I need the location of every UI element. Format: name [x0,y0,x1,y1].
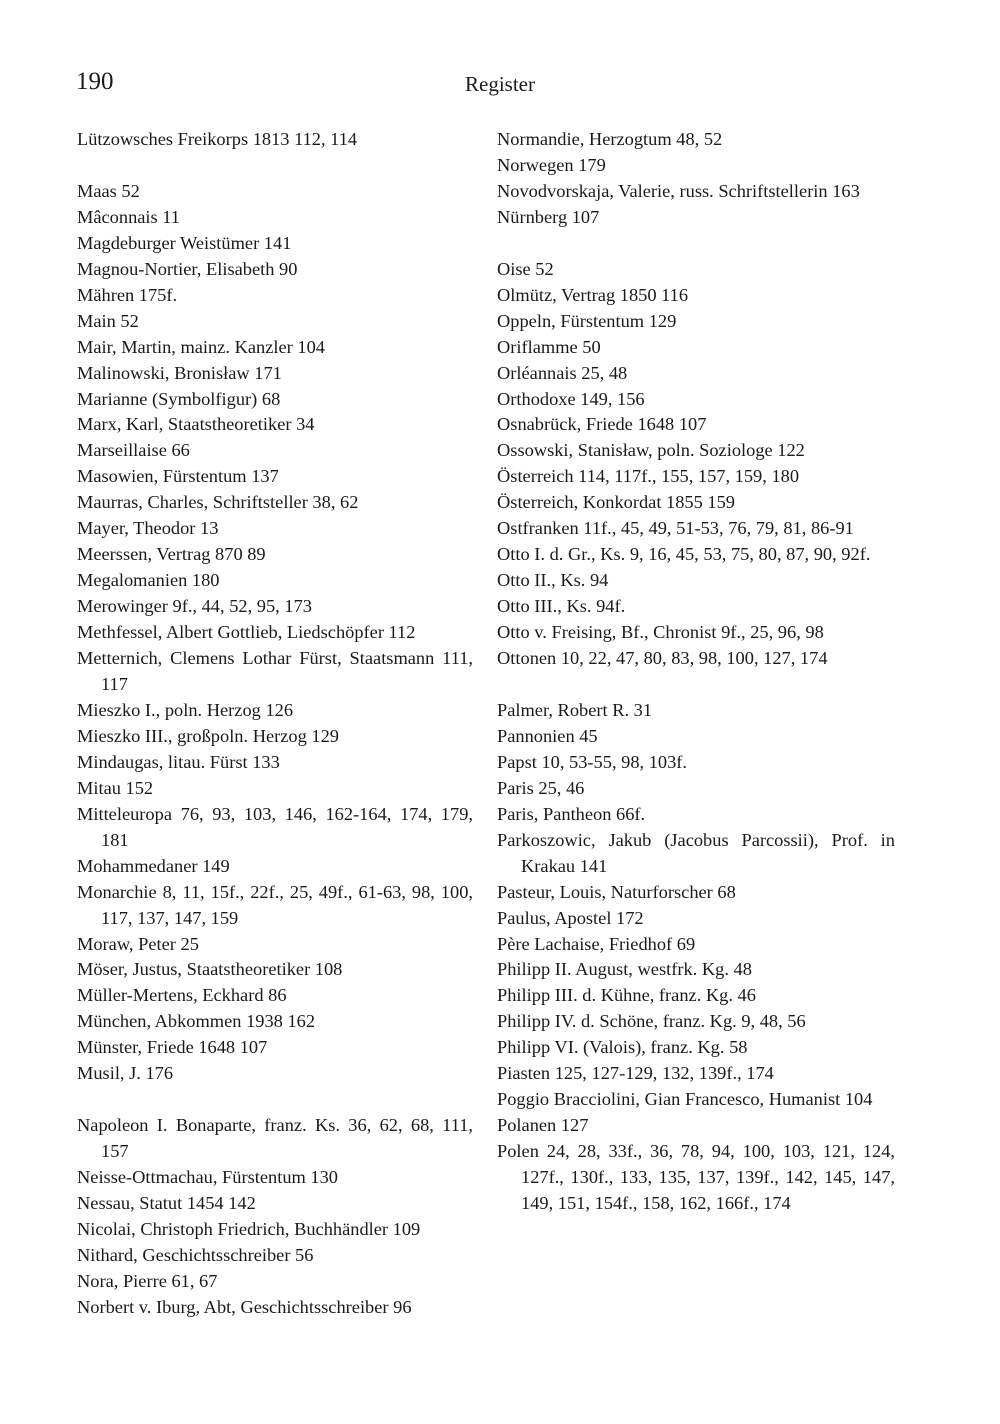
index-entry: Nithard, Geschichtsschreiber 56 [77,1244,314,1265]
index-entry: Maas 52 [77,180,140,201]
index-entry: Malinowski, Bronisław 171 [77,362,282,383]
index-entry: Ostfranken 11f., 45, 49, 51-53, 76, 79, 81, 86-91 [497,518,854,539]
index-entry: Philipp VI. (Valois), franz. Kg. 58 [497,1037,748,1058]
index-entry: Österreich, Konkordat 1855 159 [497,492,736,513]
running-head: Register [465,72,535,96]
index-entry: Meerssen, Vertrag 870 89 [77,544,266,565]
index-entry: Philipp II. August, westfrk. Kg. 48 [497,959,752,980]
index-entry: Ossowski, Stanisław, poln. Soziologe 122 [497,440,805,461]
index-entry: Paulus, Apostel 172 [497,907,644,928]
index-entry: Parkoszowic, Jakub (Jacobus Parcossii), Prof. in Krakau 141 [497,829,895,876]
index-entry: Mähren 175f. [77,284,178,305]
index-entry: Père Lachaise, Friedhof 69 [497,933,696,954]
index-entry: Mieszko I., poln. Herzog 126 [77,699,294,720]
index-entry: Mieszko III., großpoln. Herzog 129 [77,725,340,746]
index-entry: Mindaugas, litau. Fürst 133 [77,751,280,772]
index-entry: Otto I. d. Gr., Ks. 9, 16, 45, 53, 75, 80, 87, 90, 92f. [497,544,871,565]
index-entry: Poggio Bracciolini, Gian Francesco, Humanist 104 [497,1089,873,1110]
index-entry: Papst 10, 53-55, 98, 103f. [497,751,688,772]
index-entry: Megalomanien 180 [77,570,220,591]
index-entry: Nürnberg 107 [497,206,600,227]
index-entry: Nicolai, Christoph Friedrich, Buchhändler 109 [77,1219,421,1239]
page-number: 190 [76,68,114,95]
index-entry: Oise 52 [497,258,554,279]
index-entry: Norbert v. Iburg, Abt, Geschichtsschreiber 96 [77,1296,412,1317]
index-entry: Magdeburger Weistümer 141 [77,232,292,253]
index-entry: Nessau, Statut 1454 142 [77,1193,256,1214]
index-entry: Mohammedaner 149 [77,855,230,876]
index-entry: Merowinger 9f., 44, 52, 95, 173 [77,596,312,617]
index-entry: Mayer, Theodor 13 [77,518,219,539]
index-entry: Main 52 [77,310,139,331]
index-entry: Musil, J. 176 [77,1063,174,1084]
index-entry: Möser, Justus, Staatstheoretiker 108 [77,959,343,980]
index-entry: Pannonien 45 [497,725,598,746]
index-entry: Maurras, Charles, Schriftsteller 38, 62 [77,492,359,513]
index-entry: Marianne (Symbolfigur) 68 [77,388,281,409]
index-entry: Mitau 152 [77,777,154,798]
index-entry: Neisse-Ottmachau, Fürstentum 130 [77,1167,338,1188]
index-entry: Österreich 114, 117f., 155, 157, 159, 180 [497,466,800,487]
index-entry: Lützowsches Freikorps 1813 112, 114 [77,129,358,149]
index-entry: Ottonen 10, 22, 47, 80, 83, 98, 100, 127, 174 [497,648,828,669]
index-entry: Otto v. Freising, Bf., Chronist 9f., 25, 96, 98 [497,622,824,643]
index-entry: Paris, Pantheon 66f. [497,803,646,824]
index-entry: Osnabrück, Friede 1648 107 [497,414,707,435]
index-entry: Paris 25, 46 [497,777,585,798]
index-entry: Palmer, Robert R. 31 [497,699,653,720]
index-entry: Pasteur, Louis, Naturforscher 68 [497,881,736,902]
index-entry: Müller-Mertens, Eckhard 86 [77,985,287,1006]
index-entry: Otto II., Ks. 94 [497,570,609,591]
index-entry: Metternich, Clemens Lothar Fürst, Staatsmann 111, 117 [77,648,473,694]
index-entry: Olmütz, Vertrag 1850 116 [497,284,689,305]
index-entry: Oppeln, Fürstentum 129 [497,310,677,331]
index-entry: Otto III., Ks. 94f. [497,596,626,617]
index-entry: Polanen 127 [497,1115,589,1136]
index-column-left [77,127,473,1321]
index-entry: Magnou-Nortier, Elisabeth 90 [77,258,298,279]
index-entry: Monarchie 8, 11, 15f., 22f., 25, 49f., 61-63, 98, 100, 117, 137, 147, 159 [77,881,473,928]
index-entry: Philipp IV. d. Schöne, franz. Kg. 9, 48, 56 [497,1011,806,1032]
index-entry: Mair, Martin, mainz. Kanzler 104 [77,336,325,357]
index-entry: Napoleon I. Bonaparte, franz. Ks. 36, 62, 68, 111, 157 [77,1115,473,1162]
index-entry: Mâconnais 11 [77,206,180,227]
index-entry: Orléannais 25, 48 [497,362,628,383]
index-column-right [497,127,895,1217]
index-entry: Novodvorskaja, Valerie, russ. Schriftstellerin 163 [497,180,860,201]
index-entry: Piasten 125, 127-129, 132, 139f., 174 [497,1063,774,1084]
index-entry: Methfessel, Albert Gottlieb, Liedschöpfer 112 [77,622,416,643]
index-entry: Oriflamme 50 [497,336,601,357]
index-entry: Orthodoxe 149, 156 [497,388,645,409]
index-entry: Marx, Karl, Staatstheoretiker 34 [77,414,315,435]
index-entry: Münster, Friede 1648 107 [77,1037,268,1058]
index-entry: Polen 24, 28, 33f., 36, 78, 94, 100, 103, 121, 124, 127f., 130f., 133, 135, 137, 139f., 142, 145, 147, 149, 151, 154f., 158, 162, 166f., 174 [497,1141,895,1214]
index-entry: Mitteleuropa 76, 93, 103, 146, 162-164, 174, 179, 181 [77,803,473,850]
index-entry: Philipp III. d. Kühne, franz. Kg. 46 [497,985,756,1006]
index-entry: München, Abkommen 1938 162 [77,1011,316,1032]
index-entry: Masowien, Fürstentum 137 [77,466,279,487]
index-entry: Norwegen 179 [497,154,606,175]
index-entry: Nora, Pierre 61, 67 [77,1270,218,1291]
index-entry: Moraw, Peter 25 [77,933,199,954]
index-entry: Normandie, Herzogtum 48, 52 [497,129,723,149]
index-entry: Marseillaise 66 [77,440,190,461]
